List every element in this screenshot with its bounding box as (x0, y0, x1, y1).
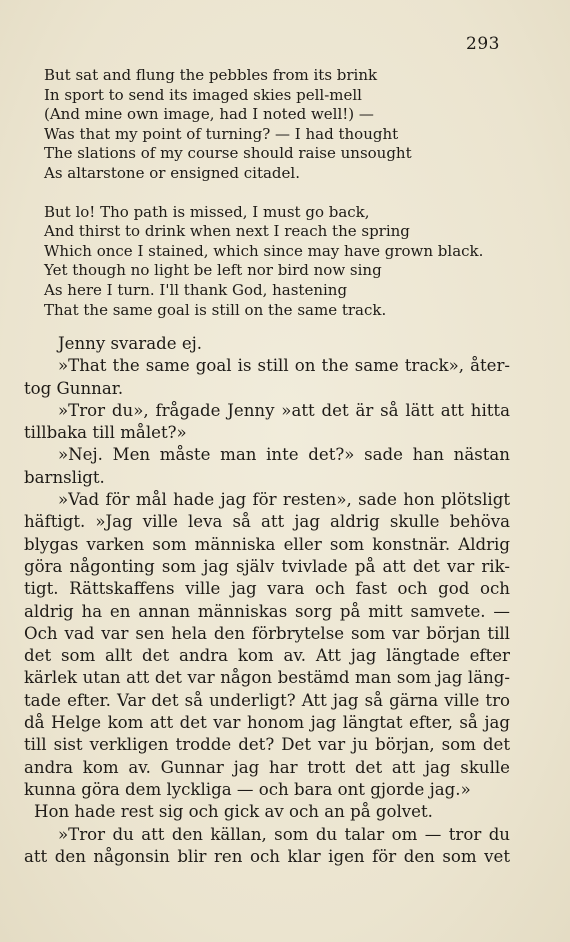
poem-line: But lo! Tho path is missed, I must go back, (44, 202, 370, 221)
poem-line: Which once I stained, which since may have grown black. (44, 241, 484, 260)
prose-line: tog Gunnar. (24, 378, 124, 398)
prose-line: Jenny svarade ej. (58, 334, 203, 353)
poem-line: (And mine own image, had I noted well!) — (44, 105, 374, 124)
poem-line: That the same goal is still on the same track. (44, 300, 387, 319)
poem-line: Yet though no light be left nor bird now sing (44, 261, 382, 280)
prose-line: andra kom av. Gunnar jag har trott det att jag skulle (24, 757, 510, 777)
prose-line: kunna göra dem lyckliga — och bara ont gjorde jag.» (24, 779, 471, 799)
prose-line: göra någonting som jag själv tvivlade på att det var rik- (24, 556, 510, 576)
prose-line: tillbaka till målet?» (24, 423, 187, 443)
prose-line: blygas varken som människa eller som konstnär. Aldrig (24, 534, 510, 554)
poem-stanza (44, 66, 514, 184)
prose-line: kärlek utan att det var någon bestämd man som jag läng- (24, 668, 510, 688)
prose-line: »Tror du», frågade Jenny »att det är så lätt att hitta (58, 400, 510, 420)
prose-line: häftigt. »Jag ville leva så att jag aldrig skulle behöva (24, 512, 510, 532)
prose-line: att den någonsin blir ren och klar igen för den som vet (24, 846, 510, 866)
poem-line: And thirst to drink when next I reach the spring (44, 222, 410, 241)
prose-line: till sist verkligen trodde det? Det var ju början, som det (24, 735, 510, 755)
poem-line: In sport to send its imaged skies pell-mell (44, 85, 362, 104)
prose-line: tigt. Rättskaffens ville jag vara och fast och god och (24, 579, 510, 599)
prose-line: Och vad var sen hela den förbrytelse som var början till (24, 623, 510, 643)
prose-line: »Tror du att den källan, som du talar om — tror du (58, 824, 510, 844)
poem-line: But sat and flung the pebbles from its brink (44, 66, 378, 84)
prose-line: det som allt det andra kom av. Att jag längtade efter (24, 646, 510, 666)
poem-stanza (44, 203, 514, 321)
poem-line: Was that my point of turning? — I had thought (44, 124, 399, 143)
poem-line: The slations of my course should raise unsought (44, 144, 412, 163)
poem-line: As altarstone or ensigned citadel. (44, 163, 300, 182)
poem-line: As here I turn. I'll thank God, hastening (44, 280, 348, 299)
prose-line: tade efter. Var det så underligt? Att jag så gärna ville tro (24, 690, 510, 710)
prose-line: då Helge kom att det var honom jag längtat efter, så jag (24, 713, 510, 733)
prose-line: Hon hade rest sig och gick av och an på golvet. (34, 802, 433, 822)
page-number: 293 (466, 34, 500, 54)
prose-line: »That the same goal is still on the same track», åter- (58, 356, 510, 376)
prose-line: aldrig ha en annan människas sorg på mitt samvete. — (24, 601, 510, 621)
prose-line: barnsligt. (24, 467, 105, 487)
prose-block (24, 333, 510, 868)
prose-line: »Nej. Men måste man inte det?» sade han nästan (58, 445, 510, 465)
poem-block (44, 66, 514, 339)
prose-line: »Vad för mål hade jag för resten», sade hon plötsligt (58, 490, 510, 510)
